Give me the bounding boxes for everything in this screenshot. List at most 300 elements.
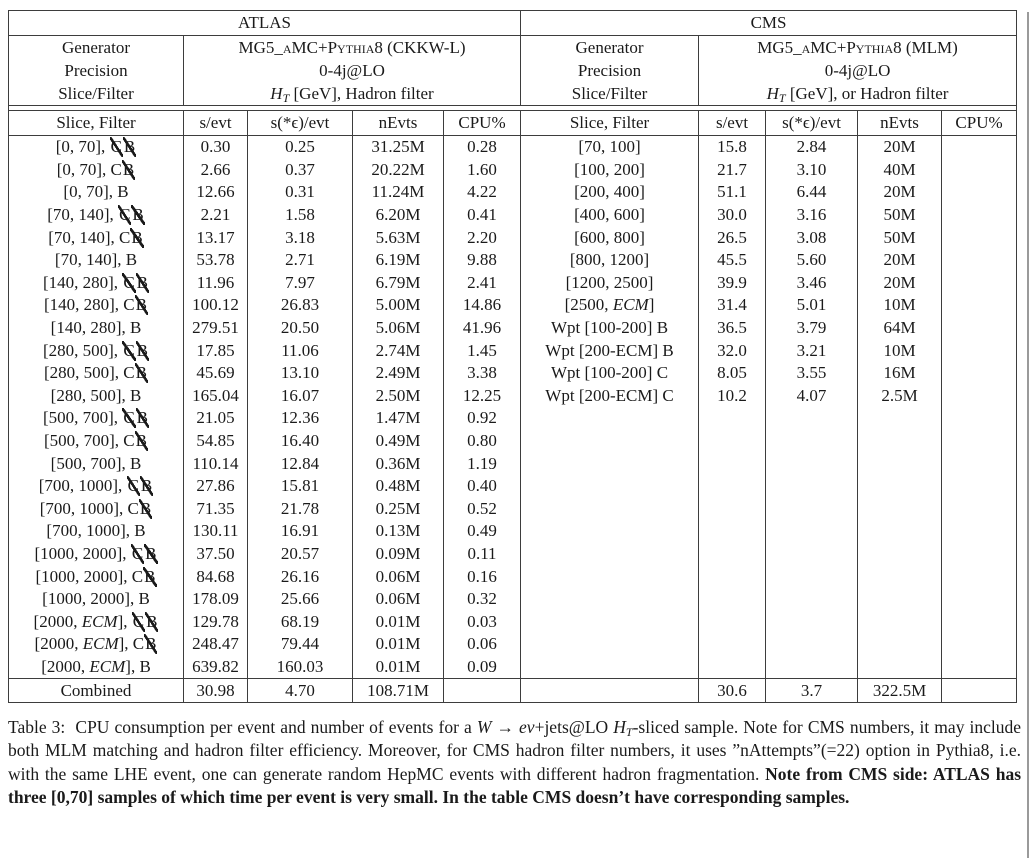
cms-s-eps-evt-cell: 5.60 xyxy=(766,249,858,272)
atlas-col-cpu: CPU% xyxy=(444,111,521,136)
cms-s-eps-evt-cell xyxy=(766,633,858,656)
cms-slice-cell xyxy=(521,565,699,588)
atlas-slice-cell: [0, 70], C B xyxy=(55,137,136,157)
table-row xyxy=(9,294,1017,317)
cms-s-evt-cell: 45.5 xyxy=(699,249,766,272)
table-row xyxy=(9,498,1017,521)
cms-nevts-cell: 50M xyxy=(858,204,942,227)
cms-s-evt-cell xyxy=(699,452,766,475)
table-row xyxy=(9,656,1017,679)
atlas-s-evt-cell: 12.66 xyxy=(184,181,248,204)
table-row xyxy=(9,339,1017,362)
cms-s-eps-evt-cell: 3.16 xyxy=(766,204,858,227)
table-row xyxy=(9,272,1017,295)
atlas-nevts-cell: 0.36M xyxy=(353,452,444,475)
atlas-generator-value: MG5_aMC+Pythia8 (CKKW-L) xyxy=(184,36,521,60)
cms-cpu-cell xyxy=(942,565,1017,588)
atlas-nevts-cell: 6.19M xyxy=(353,249,444,272)
table-row xyxy=(9,633,1017,656)
cms-slice-cell xyxy=(521,610,699,633)
atlas-s-eps-evt-cell: 79.44 xyxy=(248,633,353,656)
cms-cpu-cell xyxy=(942,385,1017,408)
cpu-consumption-table xyxy=(8,10,1017,703)
cms-s-evt-cell: 39.9 xyxy=(699,272,766,295)
cms-nevts-cell xyxy=(858,656,942,679)
atlas-s-eps-evt-cell: 68.19 xyxy=(248,610,353,633)
table-row xyxy=(9,317,1017,340)
cms-nevts-cell: 20M xyxy=(858,272,942,295)
table-row xyxy=(9,452,1017,475)
atlas-s-eps-evt-cell: 26.16 xyxy=(248,565,353,588)
atlas-slice-cell: [140, 280], CB xyxy=(43,295,147,315)
cms-col-s-eps-evt: s(*ϵ)/evt xyxy=(766,111,858,136)
atlas-nevts-cell: 1.47M xyxy=(353,407,444,430)
cms-combined-s-eps-evt: 3.7 xyxy=(766,679,858,703)
atlas-combined-nevts: 108.71M xyxy=(353,679,444,703)
cms-slice-cell: Wpt [100-200] B xyxy=(521,317,699,340)
cms-s-eps-evt-cell: 2.84 xyxy=(766,136,858,159)
atlas-s-eps-evt-cell: 16.91 xyxy=(248,520,353,543)
atlas-s-evt-cell: 2.66 xyxy=(184,159,248,182)
table-row xyxy=(9,475,1017,498)
atlas-s-evt-cell: 279.51 xyxy=(184,317,248,340)
atlas-slice-filter-value: $H_T$ [GeV], Hadron filter xyxy=(184,82,521,106)
cms-s-evt-cell: 31.4 xyxy=(699,294,766,317)
atlas-cpu-cell: 0.80 xyxy=(444,430,521,453)
atlas-col-nevts: nEvts xyxy=(353,111,444,136)
atlas-cpu-cell: 0.28 xyxy=(444,136,521,159)
cms-slice-cell xyxy=(521,452,699,475)
cms-slice-cell xyxy=(521,430,699,453)
atlas-s-evt-cell: 0.30 xyxy=(184,136,248,159)
atlas-nevts-cell: 6.79M xyxy=(353,272,444,295)
atlas-precision-label: Precision xyxy=(64,60,128,80)
slice-filter-row xyxy=(9,82,1017,106)
cms-s-eps-evt-cell: 3.46 xyxy=(766,272,858,295)
atlas-nevts-cell: 0.13M xyxy=(353,520,444,543)
table-row xyxy=(9,610,1017,633)
cms-col-slice-filter: Slice, Filter xyxy=(521,111,699,136)
atlas-s-eps-evt-cell: 1.58 xyxy=(248,204,353,227)
atlas-s-evt-cell: 110.14 xyxy=(184,452,248,475)
atlas-slice-cell: [500, 700], B xyxy=(50,453,142,473)
atlas-cpu-cell: 14.86 xyxy=(444,294,521,317)
cms-cpu-cell xyxy=(942,226,1017,249)
cms-generator-label: Generator xyxy=(521,36,699,60)
atlas-s-eps-evt-cell: 20.57 xyxy=(248,543,353,566)
atlas-cpu-cell: 41.96 xyxy=(444,317,521,340)
cms-nevts-cell xyxy=(858,452,942,475)
atlas-combined-label: Combined xyxy=(9,679,184,703)
cms-slice-cell: [1200, 2500] xyxy=(521,272,699,295)
cms-slice-cell: Wpt [200-ECM] B xyxy=(521,339,699,362)
cms-combined-s-evt: 30.6 xyxy=(699,679,766,703)
cms-cpu-cell xyxy=(942,339,1017,362)
cms-s-eps-evt-cell xyxy=(766,452,858,475)
cms-col-cpu: CPU% xyxy=(942,111,1017,136)
atlas-s-eps-evt-cell: 0.37 xyxy=(248,159,353,182)
cms-nevts-cell: 20M xyxy=(858,136,942,159)
cms-s-evt-cell xyxy=(699,475,766,498)
cms-col-s-evt: s/evt xyxy=(699,111,766,136)
cms-slice-cell: [600, 800] xyxy=(521,226,699,249)
cms-slice-cell xyxy=(521,407,699,430)
atlas-cpu-cell: 12.25 xyxy=(444,385,521,408)
cms-cpu-cell xyxy=(942,633,1017,656)
cms-nevts-cell: 16M xyxy=(858,362,942,385)
cms-slice-cell xyxy=(521,656,699,679)
atlas-nevts-cell: 0.48M xyxy=(353,475,444,498)
atlas-s-evt-cell: 165.04 xyxy=(184,385,248,408)
cms-cpu-cell xyxy=(942,294,1017,317)
atlas-cpu-cell: 4.22 xyxy=(444,181,521,204)
atlas-s-eps-evt-cell: 7.97 xyxy=(248,272,353,295)
atlas-cpu-cell: 2.20 xyxy=(444,226,521,249)
atlas-s-evt-cell: 84.68 xyxy=(184,565,248,588)
table-caption: Table 3: CPU consumption per event and number of events for a W → eν+jets@LO $H_T$-sliced sample. Note for CMS numbers, it may include both MLM matching and hadron filter efficiency. Moreover, for CMS hadron filter numbers, it uses ”nAttempts”(=22) option in Pythia8, i.e. with the same LHE event, one can generate random HepMC events with different hadron fragmentation. Note from CMS side: ATLAS has three [0,70] samples of which time per event is very small. In the table CMS doesn’t have corresponding samples. xyxy=(8,717,1022,808)
cms-s-eps-evt-cell: 6.44 xyxy=(766,181,858,204)
atlas-cpu-cell: 3.38 xyxy=(444,362,521,385)
cms-s-eps-evt-cell xyxy=(766,407,858,430)
cms-nevts-cell: 10M xyxy=(858,339,942,362)
cms-nevts-cell: 40M xyxy=(858,159,942,182)
atlas-slice-cell: [280, 500], C B xyxy=(42,340,148,360)
cms-s-evt-cell: 51.1 xyxy=(699,181,766,204)
atlas-section-title: ATLAS xyxy=(9,11,521,36)
atlas-cpu-cell: 2.41 xyxy=(444,272,521,295)
cms-slice-cell: [800, 1200] xyxy=(521,249,699,272)
cms-cpu-cell xyxy=(942,656,1017,679)
cms-combined-cpu xyxy=(942,679,1017,703)
cms-nevts-cell: 2.5M xyxy=(858,385,942,408)
cms-s-evt-cell: 10.2 xyxy=(699,385,766,408)
atlas-slice-cell: [700, 1000], C B xyxy=(38,476,153,496)
atlas-nevts-cell: 6.20M xyxy=(353,204,444,227)
cms-slice-cell: Wpt [200-ECM] C xyxy=(521,385,699,408)
atlas-s-evt-cell: 129.78 xyxy=(184,610,248,633)
combined-row xyxy=(9,679,1017,703)
atlas-s-evt-cell: 639.82 xyxy=(184,656,248,679)
atlas-s-evt-cell: 53.78 xyxy=(184,249,248,272)
cms-cpu-cell xyxy=(942,204,1017,227)
cms-s-eps-evt-cell: 4.07 xyxy=(766,385,858,408)
atlas-slice-cell: [70, 140], B xyxy=(54,250,138,270)
atlas-s-eps-evt-cell: 13.10 xyxy=(248,362,353,385)
cms-cpu-cell xyxy=(942,249,1017,272)
cms-slice-cell: [200, 400] xyxy=(521,181,699,204)
cms-s-eps-evt-cell xyxy=(766,520,858,543)
table-row xyxy=(9,204,1017,227)
cms-s-evt-cell: 30.0 xyxy=(699,204,766,227)
cms-s-evt-cell xyxy=(699,407,766,430)
atlas-cpu-cell: 0.16 xyxy=(444,565,521,588)
generator-row xyxy=(9,36,1017,60)
cms-nevts-cell xyxy=(858,475,942,498)
atlas-slice-cell: [500, 700], CB xyxy=(43,431,147,451)
atlas-s-evt-cell: 2.21 xyxy=(184,204,248,227)
atlas-slice-cell: [2000, ECM], C B xyxy=(33,611,158,631)
cms-slice-cell: [2500, ECM] xyxy=(521,294,699,317)
atlas-slice-cell: [280, 500], CB xyxy=(43,363,147,383)
atlas-slice-cell: [700, 1000], B xyxy=(46,521,146,541)
cms-col-nevts: nEvts xyxy=(858,111,942,136)
cms-s-evt-cell: 15.8 xyxy=(699,136,766,159)
cms-cpu-cell xyxy=(942,498,1017,521)
atlas-cpu-cell: 0.49 xyxy=(444,520,521,543)
cms-slice-cell xyxy=(521,588,699,611)
atlas-s-evt-cell: 27.86 xyxy=(184,475,248,498)
atlas-nevts-cell: 0.09M xyxy=(353,543,444,566)
cms-s-eps-evt-cell xyxy=(766,565,858,588)
cms-s-eps-evt-cell xyxy=(766,498,858,521)
atlas-s-eps-evt-cell: 160.03 xyxy=(248,656,353,679)
cms-s-evt-cell: 26.5 xyxy=(699,226,766,249)
table-row xyxy=(9,385,1017,408)
atlas-slice-cell: [70, 140], CB xyxy=(48,227,143,247)
atlas-cpu-cell: 1.60 xyxy=(444,159,521,182)
table-row xyxy=(9,430,1017,453)
atlas-cpu-cell: 9.88 xyxy=(444,249,521,272)
atlas-slice-cell: [2000, ECM], CB xyxy=(34,634,157,654)
cms-s-eps-evt-cell xyxy=(766,610,858,633)
atlas-s-eps-evt-cell: 0.31 xyxy=(248,181,353,204)
table-row xyxy=(9,226,1017,249)
cms-cpu-cell xyxy=(942,159,1017,182)
cms-s-eps-evt-cell xyxy=(766,656,858,679)
cms-s-eps-evt-cell: 3.08 xyxy=(766,226,858,249)
atlas-nevts-cell: 2.74M xyxy=(353,339,444,362)
atlas-nevts-cell: 2.49M xyxy=(353,362,444,385)
table-row xyxy=(9,565,1017,588)
cms-nevts-cell xyxy=(858,610,942,633)
atlas-slice-cell: [140, 280], C B xyxy=(42,272,148,292)
atlas-nevts-cell: 5.63M xyxy=(353,226,444,249)
atlas-nevts-cell: 5.06M xyxy=(353,317,444,340)
cms-slice-filter-value: $H_T$ [GeV], or Hadron filter xyxy=(699,82,1017,106)
atlas-s-evt-cell: 37.50 xyxy=(184,543,248,566)
cms-s-eps-evt-cell: 3.79 xyxy=(766,317,858,340)
cms-s-evt-cell xyxy=(699,520,766,543)
atlas-nevts-cell: 0.25M xyxy=(353,498,444,521)
atlas-combined-cpu xyxy=(444,679,521,703)
cms-combined-label xyxy=(521,679,699,703)
table-row xyxy=(9,362,1017,385)
table-row xyxy=(9,159,1017,182)
cms-cpu-cell xyxy=(942,430,1017,453)
column-header-row xyxy=(9,111,1017,136)
atlas-combined-s-eps-evt: 4.70 xyxy=(248,679,353,703)
cms-cpu-cell xyxy=(942,588,1017,611)
cms-cpu-cell xyxy=(942,407,1017,430)
atlas-slice-cell: [0, 70], CB xyxy=(56,159,135,179)
cms-s-eps-evt-cell: 3.10 xyxy=(766,159,858,182)
cms-slice-cell xyxy=(521,633,699,656)
cms-s-eps-evt-cell: 3.55 xyxy=(766,362,858,385)
cms-s-eps-evt-cell xyxy=(766,430,858,453)
experiment-title-row xyxy=(9,11,1017,36)
table-row xyxy=(9,543,1017,566)
atlas-s-eps-evt-cell: 26.83 xyxy=(248,294,353,317)
atlas-s-evt-cell: 11.96 xyxy=(184,272,248,295)
atlas-cpu-cell: 0.41 xyxy=(444,204,521,227)
atlas-cpu-cell: 0.06 xyxy=(444,633,521,656)
atlas-nevts-cell: 11.24M xyxy=(353,181,444,204)
atlas-s-evt-cell: 178.09 xyxy=(184,588,248,611)
cms-nevts-cell xyxy=(858,520,942,543)
cms-slice-cell xyxy=(521,498,699,521)
cms-cpu-cell xyxy=(942,317,1017,340)
atlas-s-eps-evt-cell: 2.71 xyxy=(248,249,353,272)
cms-cpu-cell xyxy=(942,543,1017,566)
atlas-cpu-cell: 0.92 xyxy=(444,407,521,430)
atlas-s-eps-evt-cell: 20.50 xyxy=(248,317,353,340)
table-row xyxy=(9,588,1017,611)
cms-cpu-cell xyxy=(942,362,1017,385)
table-row xyxy=(9,181,1017,204)
atlas-nevts-cell: 0.06M xyxy=(353,565,444,588)
atlas-slice-cell: [1000, 2000], C B xyxy=(34,543,157,563)
cms-cpu-cell xyxy=(942,181,1017,204)
cms-cpu-cell xyxy=(942,452,1017,475)
atlas-cpu-cell: 0.32 xyxy=(444,588,521,611)
cms-slice-cell: [400, 600] xyxy=(521,204,699,227)
atlas-s-eps-evt-cell: 3.18 xyxy=(248,226,353,249)
cms-section-title: CMS xyxy=(521,11,1017,36)
cms-slice-cell: [70, 100] xyxy=(521,136,699,159)
atlas-slice-cell: [1000, 2000], CB xyxy=(35,566,156,586)
cms-s-evt-cell xyxy=(699,430,766,453)
atlas-s-evt-cell: 17.85 xyxy=(184,339,248,362)
cms-slice-cell xyxy=(521,520,699,543)
table-row xyxy=(9,520,1017,543)
atlas-s-evt-cell: 130.11 xyxy=(184,520,248,543)
table-body xyxy=(9,136,1017,679)
atlas-combined-s-evt: 30.98 xyxy=(184,679,248,703)
atlas-cpu-cell: 0.52 xyxy=(444,498,521,521)
cms-cpu-cell xyxy=(942,475,1017,498)
atlas-nevts-cell: 31.25M xyxy=(353,136,444,159)
cms-slice-cell: [100, 200] xyxy=(521,159,699,182)
atlas-s-eps-evt-cell: 16.07 xyxy=(248,385,353,408)
cms-nevts-cell xyxy=(858,430,942,453)
atlas-s-evt-cell: 21.05 xyxy=(184,407,248,430)
atlas-s-eps-evt-cell: 12.36 xyxy=(248,407,353,430)
atlas-cpu-cell: 1.45 xyxy=(444,339,521,362)
cms-precision-value: 0-4j@LO xyxy=(699,59,1017,82)
atlas-s-eps-evt-cell: 15.81 xyxy=(248,475,353,498)
cms-s-evt-cell xyxy=(699,565,766,588)
atlas-slice-cell: [1000, 2000], B xyxy=(42,589,150,609)
atlas-s-eps-evt-cell: 16.40 xyxy=(248,430,353,453)
cms-cpu-cell xyxy=(942,136,1017,159)
cms-s-evt-cell xyxy=(699,633,766,656)
atlas-s-eps-evt-cell: 0.25 xyxy=(248,136,353,159)
atlas-slice-cell: [140, 280], B xyxy=(50,318,142,338)
cms-cpu-cell xyxy=(942,272,1017,295)
cms-nevts-cell: 20M xyxy=(858,181,942,204)
cms-s-evt-cell xyxy=(699,656,766,679)
atlas-slice-filter-label: Slice/Filter xyxy=(9,82,184,106)
cms-s-evt-cell: 21.7 xyxy=(699,159,766,182)
atlas-s-evt-cell: 13.17 xyxy=(184,226,248,249)
cms-s-evt-cell xyxy=(699,543,766,566)
atlas-col-slice-filter: Slice, Filter xyxy=(9,111,184,136)
cms-nevts-cell xyxy=(858,588,942,611)
table-row xyxy=(9,407,1017,430)
atlas-nevts-cell: 20.22M xyxy=(353,159,444,182)
atlas-col-s-eps-evt: s(*ϵ)/evt xyxy=(248,111,353,136)
atlas-nevts-cell: 0.01M xyxy=(353,656,444,679)
atlas-cpu-cell: 0.09 xyxy=(444,656,521,679)
atlas-s-evt-cell: 71.35 xyxy=(184,498,248,521)
cms-s-evt-cell: 32.0 xyxy=(699,339,766,362)
atlas-cpu-cell: 0.40 xyxy=(444,475,521,498)
cms-nevts-cell xyxy=(858,407,942,430)
atlas-s-eps-evt-cell: 25.66 xyxy=(248,588,353,611)
atlas-slice-cell: [0, 70], B xyxy=(63,182,129,202)
cms-s-evt-cell: 8.05 xyxy=(699,362,766,385)
table-row xyxy=(9,249,1017,272)
atlas-cpu-cell: 0.11 xyxy=(444,543,521,566)
atlas-nevts-cell: 0.49M xyxy=(353,430,444,453)
cms-nevts-cell xyxy=(858,543,942,566)
atlas-slice-cell: [70, 140], C B xyxy=(47,205,144,225)
cms-nevts-cell xyxy=(858,565,942,588)
atlas-generator-label: Generator xyxy=(62,37,130,57)
cms-s-evt-cell xyxy=(699,588,766,611)
atlas-nevts-cell: 2.50M xyxy=(353,385,444,408)
atlas-nevts-cell: 5.00M xyxy=(353,294,444,317)
cms-nevts-cell: 10M xyxy=(858,294,942,317)
cms-s-eps-evt-cell: 5.01 xyxy=(766,294,858,317)
cms-s-eps-evt-cell xyxy=(766,475,858,498)
cms-cpu-cell xyxy=(942,610,1017,633)
cms-nevts-cell: 64M xyxy=(858,317,942,340)
atlas-s-eps-evt-cell: 11.06 xyxy=(248,339,353,362)
atlas-nevts-cell: 0.06M xyxy=(353,588,444,611)
cms-s-evt-cell xyxy=(699,610,766,633)
cms-nevts-cell xyxy=(858,633,942,656)
cms-slice-filter-label: Slice/Filter xyxy=(521,82,699,106)
cms-nevts-cell: 50M xyxy=(858,226,942,249)
cms-generator-value: MG5_aMC+Pythia8 (MLM) xyxy=(699,36,1017,60)
atlas-s-evt-cell: 45.69 xyxy=(184,362,248,385)
atlas-cpu-cell: 0.03 xyxy=(444,610,521,633)
atlas-s-eps-evt-cell: 21.78 xyxy=(248,498,353,521)
atlas-s-evt-cell: 100.12 xyxy=(184,294,248,317)
cms-slice-cell: Wpt [100-200] C xyxy=(521,362,699,385)
cms-s-eps-evt-cell: 3.21 xyxy=(766,339,858,362)
cms-cpu-cell xyxy=(942,520,1017,543)
precision-row xyxy=(9,59,1017,82)
atlas-slice-cell: [2000, ECM], B xyxy=(41,656,151,676)
cms-s-eps-evt-cell xyxy=(766,588,858,611)
atlas-nevts-cell: 0.01M xyxy=(353,610,444,633)
atlas-slice-cell: [500, 700], C B xyxy=(42,408,148,428)
cms-s-evt-cell: 36.5 xyxy=(699,317,766,340)
atlas-precision-value: 0-4j@LO xyxy=(184,59,521,82)
atlas-slice-cell: [700, 1000], CB xyxy=(39,498,152,518)
cms-precision-label: Precision xyxy=(521,59,699,82)
atlas-s-evt-cell: 54.85 xyxy=(184,430,248,453)
cms-slice-cell xyxy=(521,543,699,566)
atlas-nevts-cell: 0.01M xyxy=(353,633,444,656)
atlas-cpu-cell: 1.19 xyxy=(444,452,521,475)
atlas-slice-cell: [280, 500], B xyxy=(50,385,142,405)
atlas-s-evt-cell: 248.47 xyxy=(184,633,248,656)
cms-slice-cell xyxy=(521,475,699,498)
atlas-col-s-evt: s/evt xyxy=(184,111,248,136)
